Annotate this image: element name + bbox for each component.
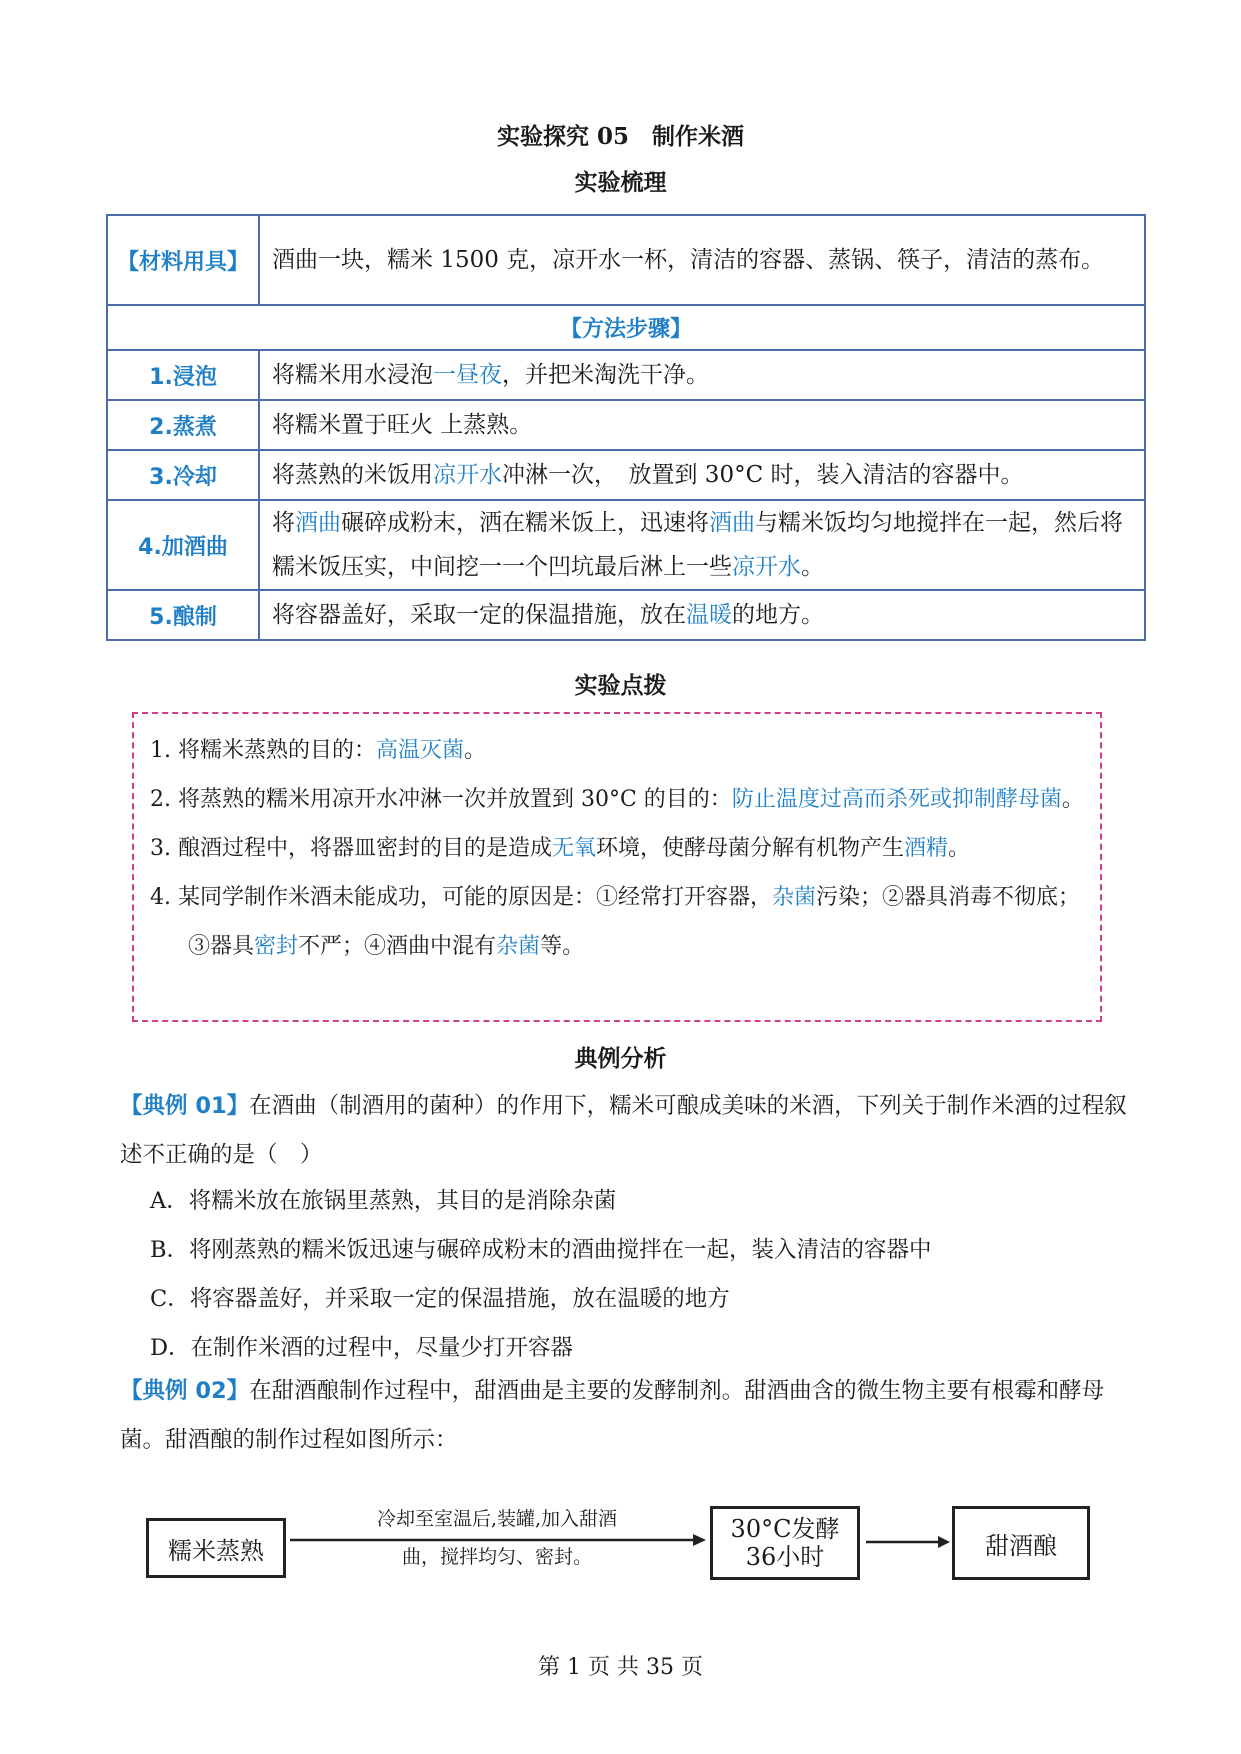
step-text: 将糯米置于旺火 上蒸熟。 <box>259 400 1145 450</box>
example-2-stem: 【典例 02】在甜酒酿制作过程中，甜酒曲是主要的发酵制剂。甜酒曲含的微生物主要有根霉和酵母菌。甜酒酿的制作过程如图所示： <box>120 1378 1105 1453</box>
step-text: 将蒸熟的米饭用凉开水冲淋一次， 放置到 30°C 时，装入清洁的容器中。 <box>259 450 1145 500</box>
step-text: 将容器盖好，采取一定的保温措施，放在温暖的地方。 <box>259 590 1145 640</box>
table-row <box>107 450 1145 500</box>
section-heading-tips: 实验点拨 <box>574 672 667 699</box>
flow-arrow-2 <box>864 1532 954 1552</box>
option-b: B．将刚蒸熟的糯米饭迅速与碾碎成粉末的酒曲搅拌在一起，装入清洁的容器中 <box>150 1237 932 1263</box>
table-row <box>107 400 1145 450</box>
option-c: C．将容器盖好，并采取一定的保温措施，放在温暖的地方 <box>150 1286 730 1312</box>
process-flow-diagram <box>140 1500 1057 1590</box>
tips-box <box>132 712 1102 1022</box>
flow-box-steam-rice: 糯米蒸熟 <box>146 1518 286 1578</box>
example-1-stem: 【典例 01】在酒曲（制酒用的菌种）的作用下，糯米可酿成美味的米酒，下列关于制作米酒的过程叙述不正确的是（ ） <box>120 1093 1127 1168</box>
tip-item: 4. 某同学制作米酒未能成功，可能的原因是：①经常打开容器，杂菌污染；②器具消毒不彻底；③器具密封不严；④酒曲中混有杂菌等。 <box>150 885 1081 959</box>
step-label: 3.冷却 <box>107 450 259 500</box>
page-footer: 第 1 页 共 35 页 <box>538 1655 703 1680</box>
materials-row <box>107 215 1145 305</box>
methods-header-row <box>107 305 1145 350</box>
tip-item: 1. 将糯米蒸熟的目的：高温灭菌。 <box>150 738 487 763</box>
flow-arrow-label-bottom: 曲，搅拌均匀、密封。 <box>401 1546 592 1568</box>
step-text: 将糯米用水浸泡一昼夜，并把米淘洗干净。 <box>259 350 1145 400</box>
flow-arrow-1 <box>288 1530 708 1550</box>
example-2-tag: 【典例 02】 <box>120 1378 250 1404</box>
table-row <box>107 590 1145 640</box>
example-1-tag: 【典例 01】 <box>120 1093 250 1119</box>
flow-box-sweet-wine: 甜酒酿 <box>952 1506 1090 1580</box>
materials-label: 【材料用具】 <box>107 215 259 305</box>
flow-box-ferment: 30°C发酵 36小时 <box>710 1506 860 1580</box>
option-a: A．将糯米放在旅锅里蒸熟，其目的是消除杂菌 <box>150 1188 617 1214</box>
method-table <box>106 214 1146 641</box>
flow-arrow-label-top: 冷却至室温后,装罐,加入甜酒 <box>376 1508 618 1530</box>
step-label: 1.浸泡 <box>107 350 259 400</box>
tip-item: 2. 将蒸熟的糯米用凉开水冲淋一次并放置到 30°C 的目的：防止温度过高而杀死或抑制酵母菌。 <box>150 787 1084 812</box>
table-row <box>107 350 1145 400</box>
methods-header: 【方法步骤】 <box>107 305 1145 350</box>
step-label: 2.蒸煮 <box>107 400 259 450</box>
step-text: 将酒曲碾碎成粉末，洒在糯米饭上，迅速将酒曲与糯米饭均匀地搅拌在一起，然后将糯米饭压实，中间挖一一个凹坑最后淋上一些凉开水。 <box>259 500 1145 590</box>
tip-item: 3. 酿酒过程中，将器皿密封的目的是造成无氧环境，使酵母菌分解有机物产生酒精。 <box>150 836 971 861</box>
step-label: 4.加酒曲 <box>107 500 259 590</box>
page-title: 实验探究 05 制作米酒 <box>496 123 744 150</box>
table-row <box>107 500 1145 590</box>
section-heading-review: 实验梳理 <box>574 169 667 196</box>
step-label: 5.酿制 <box>107 590 259 640</box>
materials-text: 酒曲一块，糯米 1500 克，凉开水一杯，清洁的容器、蒸锅、筷子，清洁的蒸布。 <box>259 215 1145 305</box>
section-heading-examples: 典例分析 <box>574 1045 667 1072</box>
option-d: D．在制作米酒的过程中，尽量少打开容器 <box>150 1335 574 1361</box>
